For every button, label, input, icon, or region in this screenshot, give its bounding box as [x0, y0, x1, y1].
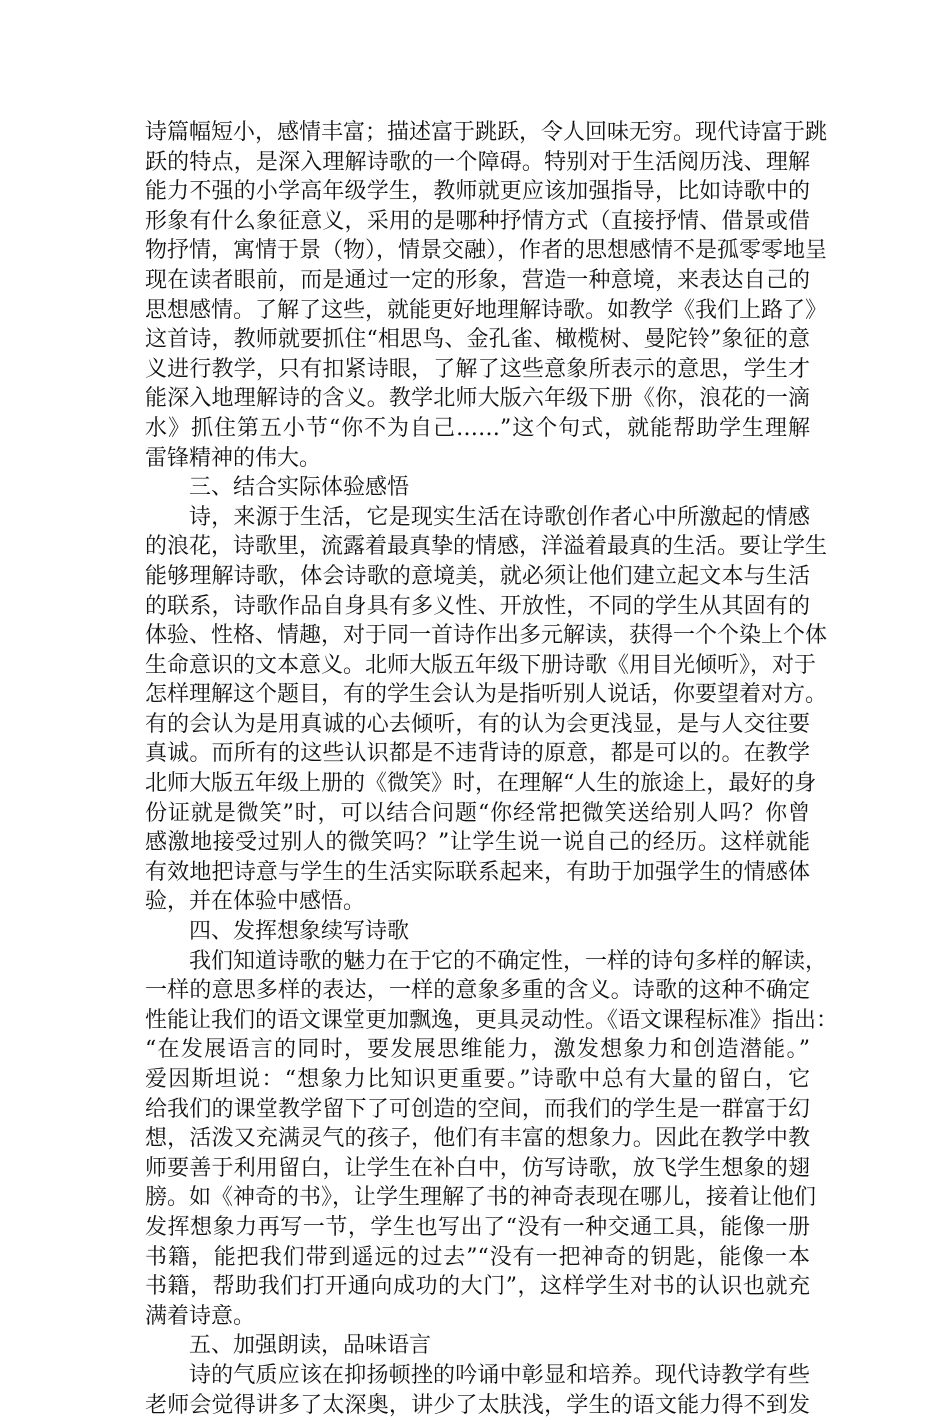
text-line: 生命意识的文本意义。北师大版五年级下册诗歌《用目光倾听》，对于 — [145, 652, 817, 678]
text-line: 真诚。而所有的这些认识都是不违背诗的原意，都是可以的。在教学 — [145, 741, 810, 767]
text-line: 师要善于利用留白，让学生在补白中，仿写诗歌，放飞学生想象的翅 — [145, 1155, 810, 1181]
section-heading-5: 五、加强朗读，品味语言 — [189, 1333, 432, 1359]
section-heading-3: 三、结合实际体验感悟 — [189, 475, 410, 501]
text-line: 爱因斯坦说：“想象力比知识更重要。”诗歌中总有大量的留白，它 — [145, 1067, 810, 1092]
text-line: 形象有什么象征意义，采用的是哪种抒情方式（直接抒情、借景或借 — [145, 208, 810, 234]
text-line: 发挥想象力再写一节，学生也写出了“没有一种交通工具，能像一册 — [145, 1214, 810, 1240]
text-line: 这首诗，教师就要抓住“相思鸟、金孔雀、橄榄树、曼陀铃”象征的意 — [145, 327, 810, 353]
text-line: 义进行教学，只有扣紧诗眼，了解了这些意象所表示的意思，学生才 — [145, 356, 810, 382]
text-line: 给我们的课堂教学留下了可创造的空间，而我们的学生是一群富于幻 — [145, 1096, 810, 1122]
text-line: “在发展语言的同时，要发展思维能力，激发想象力和创造潜能。” — [145, 1037, 810, 1063]
text-line: 有的会认为是用真诚的心去倾听，有的认为会更浅显，是与人交往要 — [145, 711, 810, 737]
text-line: 书籍，帮助我们打开通向成功的大门”，这样学生对书的认识也就充 — [145, 1274, 810, 1300]
text-line: 能深入地理解诗的含义。教学北师大版六年级下册《你，浪花的一滴 — [145, 386, 810, 412]
text-line: 雷锋精神的伟大。 — [145, 445, 322, 471]
section-heading-4: 四、发挥想象续写诗歌 — [189, 919, 410, 945]
text-line: 验，并在体验中感悟。 — [145, 889, 366, 915]
text-line: 的浪花，诗歌里，流露着最真挚的情感，洋溢着最真的生活。要让学生 — [145, 534, 828, 560]
text-line: 诗的气质应该在抑扬顿挫的吟诵中彰显和培养。现代诗教学有些 — [189, 1362, 810, 1388]
text-line: 怎样理解这个题目，有的学生会认为是指听别人说话，你要望着对方。 — [145, 682, 828, 708]
text-line: 能够理解诗歌，体会诗歌的意境美，就必须让他们建立起文本与生活 — [145, 563, 810, 589]
text-line: 想，活泼又充满灵气的孩子，他们有丰富的想象力。因此在教学中教 — [145, 1126, 810, 1152]
text-line: 书籍，能把我们带到遥远的过去”“没有一把神奇的钥匙，能像一本 — [145, 1244, 810, 1270]
text-line: 性能让我们的语文课堂更加飘逸，更具灵动性。《语文课程标准》指出： — [145, 1007, 839, 1033]
text-line: 跃的特点，是深入理解诗歌的一个障碍。特别对于生活阅历浅、理解 — [145, 149, 810, 175]
text-line: 份证就是微笑”时，可以结合问题“你经常把微笑送给别人吗？你曾 — [145, 800, 810, 826]
text-line: 思想感情。了解了这些，就能更好地理解诗歌。如教学《我们上路了》 — [145, 297, 828, 323]
document-body — [145, 118, 839, 1420]
text-line: 能力不强的小学高年级学生，教师就更应该加强指导，比如诗歌中的 — [145, 179, 810, 205]
text-line: 水》抓住第五小节“你不为自己……”这个句式，就能帮助学生理解 — [145, 415, 810, 441]
text-line: 感激地接受过别人的微笑吗？”让学生说一说自己的经历。这样就能 — [145, 830, 810, 856]
text-line: 物抒情，寓情于景（物），情景交融），作者的思想感情不是孤零零地呈 — [145, 238, 828, 264]
text-line: 北师大版五年级上册的《微笑》时，在理解“人生的旅途上，最好的身 — [145, 771, 817, 797]
text-line: 现在读者眼前，而是通过一定的形象，营造一种意境，来表达自己的 — [145, 267, 810, 293]
text-line: 我们知道诗歌的魅力在于它的不确定性，一样的诗句多样的解读， — [189, 948, 828, 974]
text-line: 体验、性格、情趣，对于同一首诗作出多元解读，获得一个个染上个体 — [145, 623, 828, 649]
text-line: 一样的意思多样的表达，一样的意象多重的含义。诗歌的这种不确定 — [145, 978, 810, 1004]
text-line: 膀。如《神奇的书》，让学生理解了书的神奇表现在哪儿，接着让他们 — [145, 1185, 817, 1211]
text-line: 满着诗意。 — [145, 1303, 256, 1329]
text-line: 诗，来源于生活，它是现实生活在诗歌创作者心中所激起的情感 — [189, 504, 810, 530]
text-line: 老师会觉得讲多了太深奥，讲少了太肤浅，学生的语文能力得不到发 — [145, 1392, 810, 1418]
text-line: 的联系，诗歌作品自身具有多义性、开放性，不同的学生从其固有的 — [145, 593, 810, 619]
text-line: 诗篇幅短小，感情丰富；描述富于跳跃，令人回味无穷。现代诗富于跳 — [145, 120, 828, 145]
text-line: 有效地把诗意与学生的生活实际联系起来，有助于加强学生的情感体 — [145, 859, 810, 885]
